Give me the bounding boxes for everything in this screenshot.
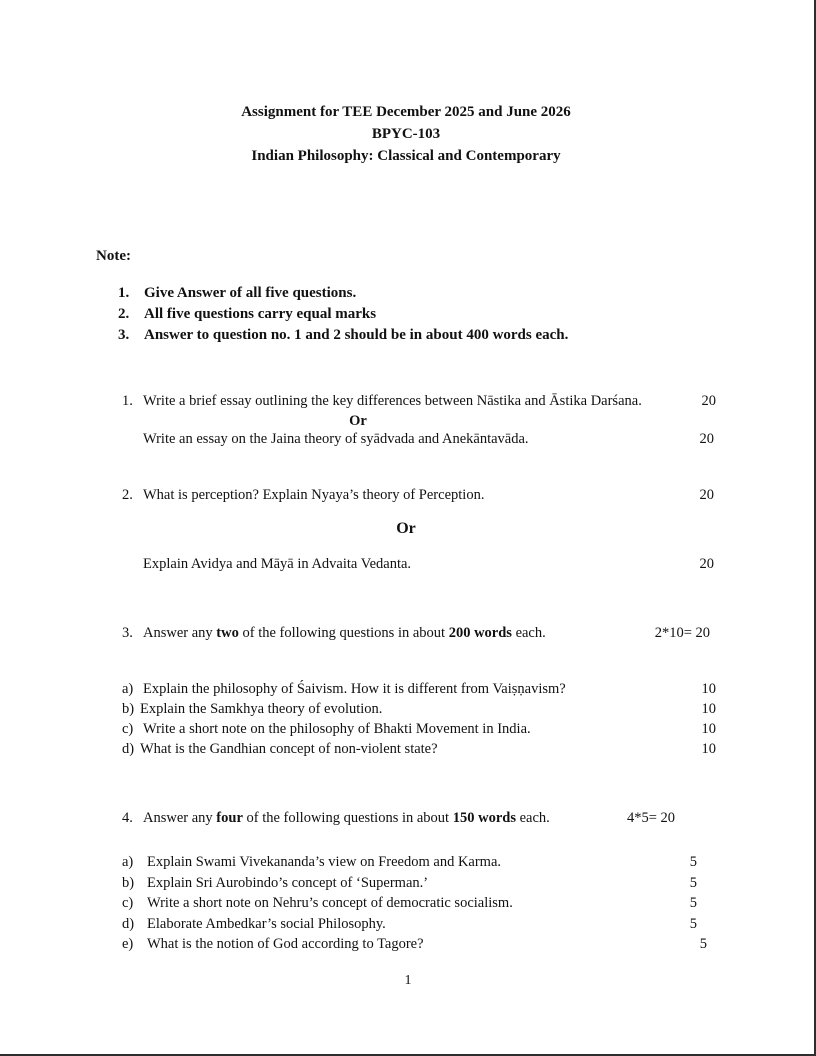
item-letter: c) [122,895,134,911]
text-segment: each. [515,810,550,826]
item-letter: c) [122,721,134,737]
note-item-1 [96,283,716,303]
item-letter: d) [122,741,135,757]
item-letter: b) [122,875,135,891]
note-item-number: 2. [118,306,130,322]
question-3-item-d [96,739,716,759]
question-4-item-a [96,852,716,872]
question-number: 4. [122,810,133,826]
item-letter: e) [122,936,134,952]
question-text: Write an essay on the Jaina theory of syādvada and Anekāntavāda. [143,431,529,447]
question-text [143,808,550,828]
page-number: 1 [404,973,412,988]
item-text: Elaborate Ambedkar’s social Philosophy. [147,916,386,932]
marks-value: 5 [689,854,697,870]
marks-value: 5 [689,875,697,891]
note-item-number: 1. [118,285,130,301]
question-number: 3. [122,625,133,641]
item-text: Explain Sri Aurobindo’s concept of ‘Superman.’ [147,875,429,891]
course-code: BPYC-103 [371,126,441,142]
question-text: Explain Avidya and Māyā in Advaita Vedanta. [143,556,412,572]
question-text [143,623,546,643]
marks-value: 20 [699,556,714,572]
note-label: Note: [96,248,131,264]
marks-value: 20 [701,393,716,409]
note-item-number: 3. [118,327,130,343]
marks-value: 10 [701,741,716,757]
question-1-line-1 [96,391,716,411]
question-4-item-b [96,873,716,893]
question-1-line-2 [96,429,716,449]
marks-formula: 2*10= 20 [654,625,710,641]
item-letter: b) [122,701,135,717]
item-letter: d) [122,916,135,932]
item-text: Explain the philosophy of Śaivism. How it is different from Vaiṣṇavism? [143,681,566,697]
question-4-item-c [96,893,716,913]
text-segment: of the following questions in about [242,810,453,826]
item-text: Explain the Samkhya theory of evolution. [140,701,383,717]
question-text: What is perception? Explain Nyaya’s theory of Perception. [143,487,485,503]
assignment-title: Assignment for TEE December 2025 and June 2026 [241,104,571,120]
question-4-item-d [96,914,716,934]
text-segment-bold: four [216,810,243,826]
item-text: Explain Swami Vivekananda’s view on Freedom and Karma. [147,854,502,870]
item-letter: a) [122,681,134,697]
question-3-item-c [96,719,716,739]
note-item-text: Answer to question no. 1 and 2 should be in about 400 words each. [144,327,569,343]
note-item-text: Give Answer of all five questions. [144,285,357,301]
item-letter: a) [122,854,134,870]
marks-formula: 4*5= 20 [626,810,675,826]
text-segment: each. [511,625,546,641]
course-title: Indian Philosophy: Classical and Contemporary [251,148,561,164]
item-text: What is the Gandhian concept of non-violent state? [140,741,438,757]
item-text: What is the notion of God according to Tagore? [147,936,424,952]
marks-value: 5 [699,936,707,952]
text-segment: Answer any [143,810,217,826]
question-4-item-e [96,934,716,954]
question-2-line-1 [96,485,716,505]
text-segment: Answer any [143,625,217,641]
marks-value: 10 [701,721,716,737]
question-2-line-2 [96,554,716,574]
question-number: 1. [122,393,133,409]
note-item-3 [96,325,716,345]
question-1-or-separator: Or [349,413,367,429]
note-item-2 [96,304,716,324]
item-text: Write a short note on the philosophy of Bhakti Movement in India. [143,721,531,737]
text-segment: of the following questions in about [238,625,449,641]
marks-value: 10 [701,701,716,717]
note-item-text: All five questions carry equal marks [144,306,377,322]
question-2-or-separator: Or [396,520,416,537]
text-segment-bold: two [216,625,239,641]
marks-value: 20 [699,431,714,447]
question-4-header [96,808,716,828]
marks-value: 10 [701,681,716,697]
marks-value: 5 [689,895,697,911]
text-segment-bold: 150 words [452,810,516,826]
question-3-item-b [96,699,716,719]
marks-value: 20 [699,487,714,503]
question-text: Write a brief essay outlining the key differences between Nāstika and Āstika Darśana. [143,393,642,409]
question-3-item-a [96,679,716,699]
text-segment-bold: 200 words [448,625,512,641]
marks-value: 5 [689,916,697,932]
item-text: Write a short note on Nehru’s concept of democratic socialism. [147,895,513,911]
question-number: 2. [122,487,133,503]
question-3-header [96,623,716,643]
document-header [96,101,716,167]
